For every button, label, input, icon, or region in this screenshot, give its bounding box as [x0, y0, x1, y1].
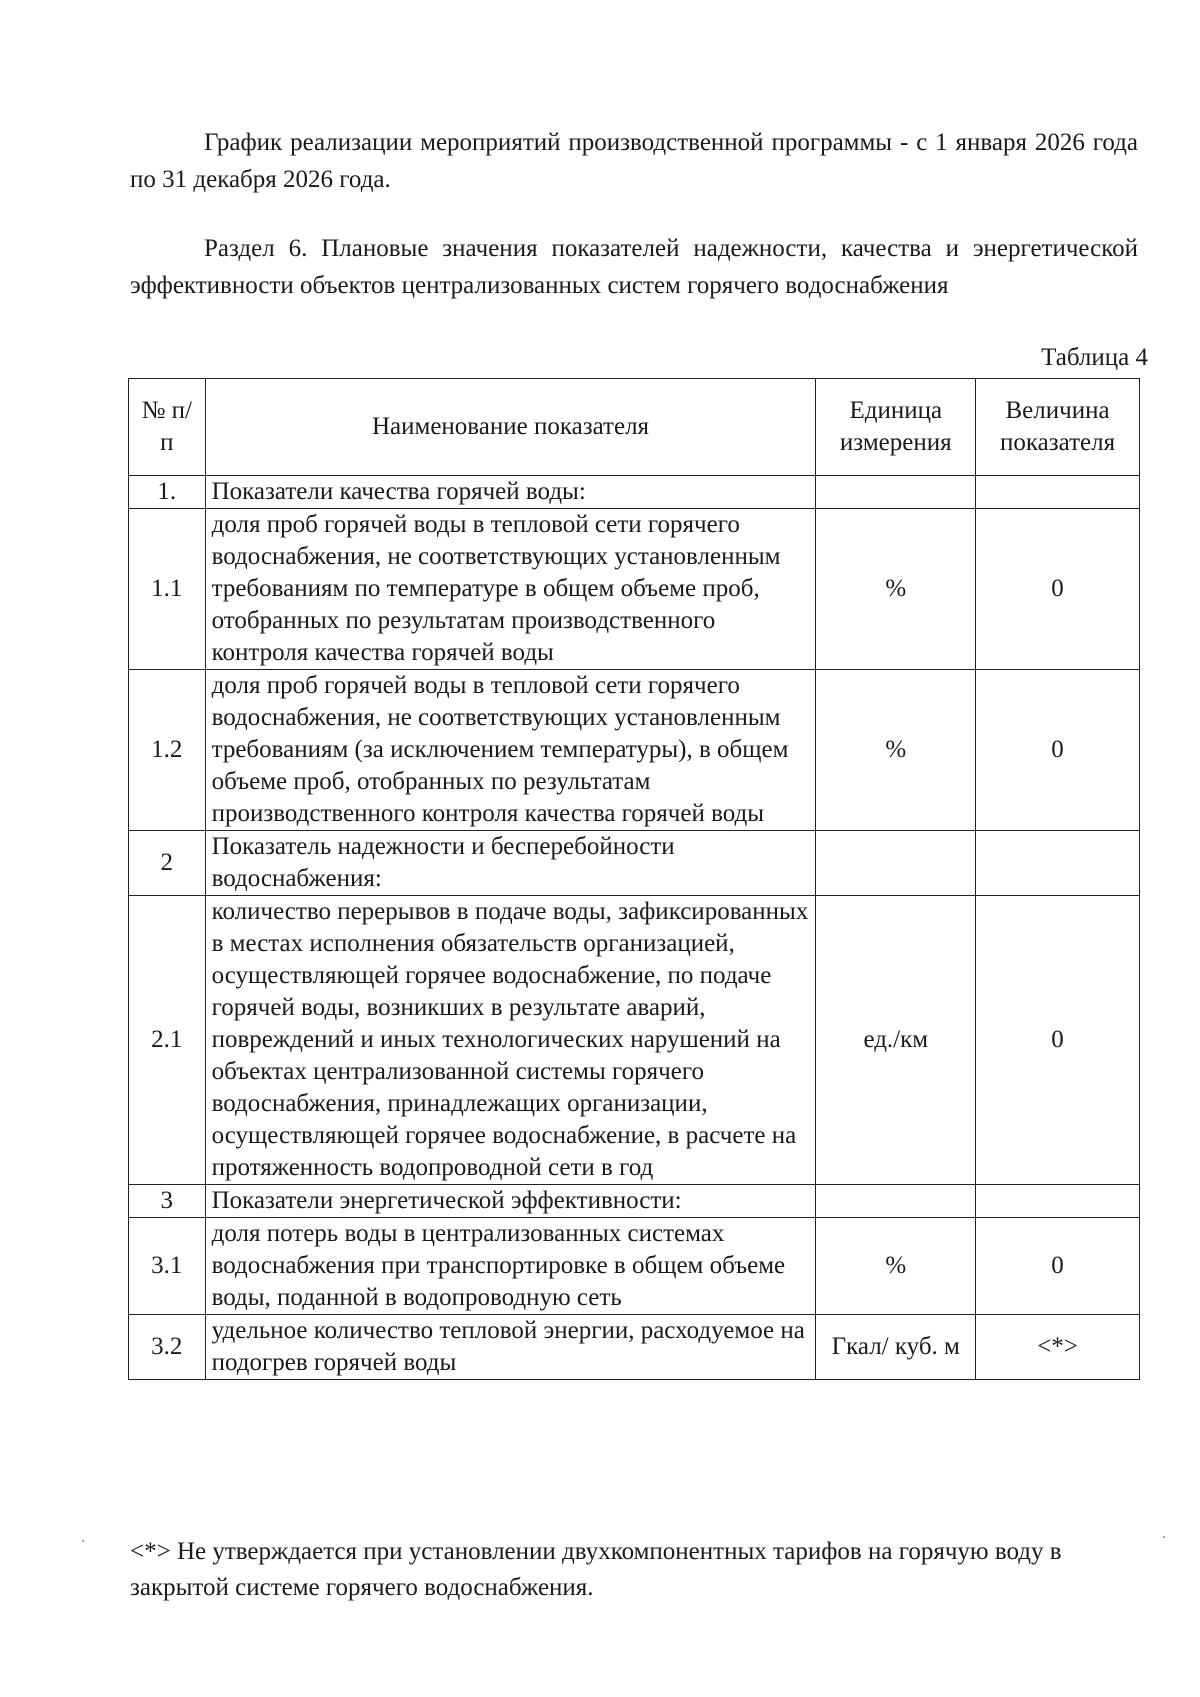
- table-row: [129, 670, 1140, 831]
- header-name: Наименование показателя: [205, 379, 816, 476]
- row-num: 3: [129, 1185, 206, 1218]
- row-value: [976, 476, 1140, 509]
- row-unit: [816, 831, 976, 896]
- row-name: удельное количество тепловой энергии, расходуемое на подогрев горячей воды: [205, 1315, 816, 1380]
- row-unit: [816, 1185, 976, 1218]
- row-unit: %: [816, 1218, 976, 1315]
- row-unit: [816, 476, 976, 509]
- row-value: 0: [976, 896, 1140, 1185]
- row-name: доля потерь воды в централизованных системах водоснабжения при транспортировке в общем объеме воды, поданной в водопроводную сеть: [205, 1218, 816, 1315]
- row-unit: %: [816, 670, 976, 831]
- section-heading: Раздел 6. Плановые значения показателей надежности, качества и энергетической эффективности объектов централизованных систем горячего водоснабжения: [130, 235, 1138, 299]
- row-value: 0: [976, 670, 1140, 831]
- row-num: 1.: [129, 476, 206, 509]
- row-name: доля проб горячей воды в тепловой сети горячего водоснабжения, не соответствующих установленным требованиям (за исключением температуры), в общем объеме проб, отобранных по результатам производственного контроля качества горячей воды: [205, 670, 816, 831]
- table-row: [129, 1185, 1140, 1218]
- row-num: 2.1: [129, 896, 206, 1185]
- row-name: доля проб горячей воды в тепловой сети горячего водоснабжения, не соответствующих установленным требованиям по температуре в общем объеме проб, отобранных по результатам производственного контроля качества горячей воды: [205, 509, 816, 670]
- schedule-paragraph: График реализации мероприятий производственной программы - с 1 января 2026 года по 31 декабря 2026 года.: [130, 129, 1138, 193]
- row-name: количество перерывов в подаче воды, зафиксированных в местах исполнения обязательств организацией, осуществляющей горячее водоснабжение, по подаче горячей воды, возникших в результате аварий, повреждений и иных технологических нарушений на объектах централизованной системы горячего водоснабжения, принадлежащих организации, осуществляющей горячее водоснабжение, в расчете на протяженность водопроводной сети в год: [205, 896, 816, 1185]
- row-num: 1.1: [129, 509, 206, 670]
- row-value: [976, 831, 1140, 896]
- table-row: [129, 476, 1140, 509]
- table-row: [129, 896, 1140, 1185]
- row-num: 1.2: [129, 670, 206, 831]
- row-unit: %: [816, 509, 976, 670]
- row-name: Показатели качества горячей воды:: [205, 476, 816, 509]
- row-num: 2: [129, 831, 206, 896]
- indicators-table: [128, 378, 1140, 1380]
- table-caption: Таблица 4: [1041, 344, 1148, 371]
- table-row: [129, 1218, 1140, 1315]
- table-row: [129, 831, 1140, 896]
- table-row: [129, 509, 1140, 670]
- scan-speck: [1163, 1536, 1165, 1538]
- row-value: 0: [976, 509, 1140, 670]
- row-num: 3.1: [129, 1218, 206, 1315]
- scan-speck: [82, 1540, 84, 1542]
- header-value: Величина показателя: [976, 379, 1140, 476]
- row-value: <*>: [976, 1315, 1140, 1380]
- row-name: Показатели энергетической эффективности:: [205, 1185, 816, 1218]
- table-header-row: [129, 379, 1140, 476]
- row-unit: ед./км: [816, 896, 976, 1185]
- row-num: 3.2: [129, 1315, 206, 1380]
- row-unit: Гкал/ куб. м: [816, 1315, 976, 1380]
- row-name: Показатель надежности и бесперебойности водоснабжения:: [205, 831, 816, 896]
- table-row: [129, 1315, 1140, 1380]
- table-footnote: <*> Не утверждается при установлении двухкомпонентных тарифов на горячую воду в закрытой системе горячего водоснабжения.: [130, 1538, 1062, 1601]
- header-unit: Единица измерения: [816, 379, 976, 476]
- row-value: 0: [976, 1218, 1140, 1315]
- header-num: № п/п: [129, 379, 206, 476]
- row-value: [976, 1185, 1140, 1218]
